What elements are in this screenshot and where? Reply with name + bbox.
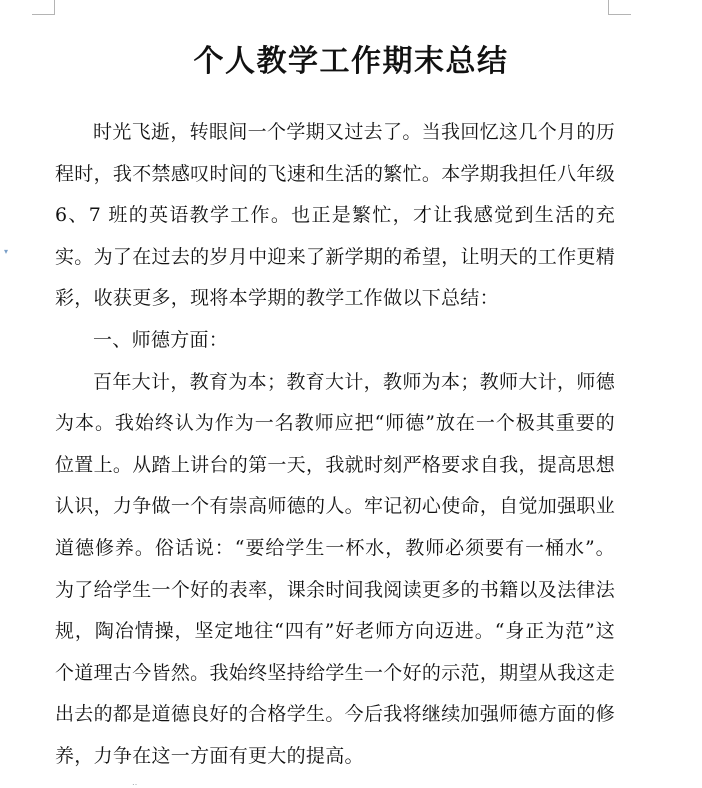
margin-arrow-icon: ▾ (4, 247, 9, 256)
document-body[interactable] (55, 112, 615, 778)
paragraph-mark-icon: ‥ (132, 778, 138, 787)
paragraph-intro: 时光飞逝，转眼间一个学期又过去了。当我回忆这几个月的历程时，我不禁感叹时间的飞速和生活的繁忙。本学期我担任八年级 6、7 班的英语教学工作。也正是繁忙，才让我感觉到生活的充实。为了在过去的岁月中迎来了新学期的希望，让明天的工作更精彩，收获更多，现将本学期的教学工作做以下总结： (55, 121, 615, 310)
section-heading-teacher-ethics: 一、师德方面： (93, 328, 229, 351)
page-corner-marker-top-right (608, 0, 631, 15)
paragraph-teacher-ethics: 百年大计，教育为本；教育大计，教师为本；教师大计，师德为本。我始终认为作为一名教师应把“师德”放在一个极其重要的位置上。从踏上讲台的第一天，我就时刻严格要求自我，提高思想认识，力争做一个有崇高师德的人。牢记初心使命，自觉加强职业道德修养。俗话说：“要给学生一杯水，教师必须要有一桶水”。为了给学生一个好的表率，课余时间我阅读更多的书籍以及法律法规，陶冶情操，坚定地往“四有”好老师方向迈进。“身正为范”这个道理古今皆然。我始终坚持给学生一个好的示范，期望从我这走出去的都是道德良好的合格学生。今后我将继续加强师德方面的修养，力争在这一方面有更大的提高。 (55, 370, 615, 767)
page-corner-marker-top-left (32, 0, 55, 15)
document-title: 个人教学工作期末总结 (193, 44, 509, 79)
